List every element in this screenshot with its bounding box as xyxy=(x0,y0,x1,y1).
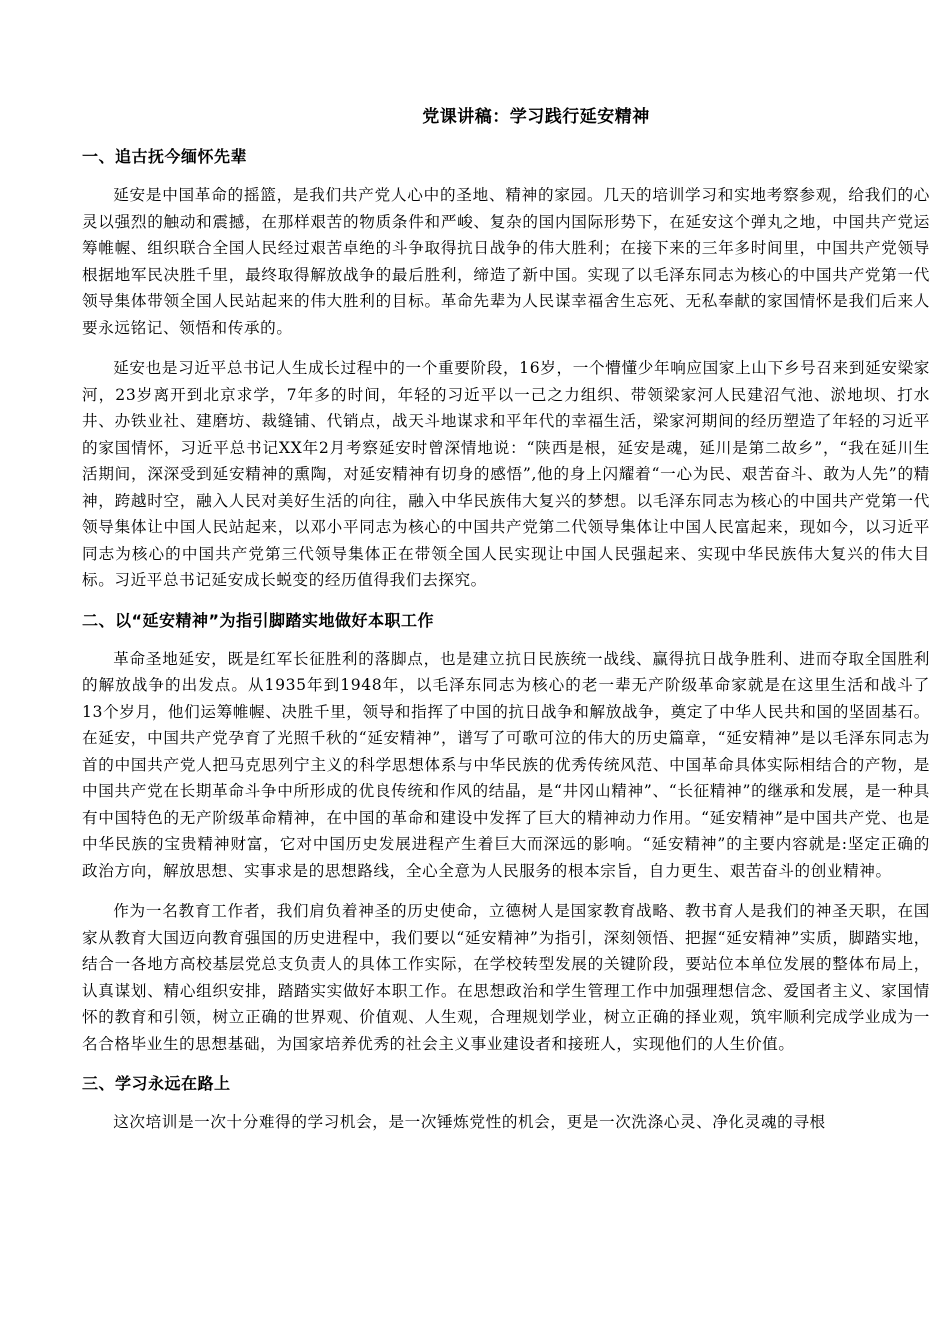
section-2 xyxy=(82,608,930,1058)
document-page xyxy=(82,104,930,1150)
paragraph: 作为一名教育工作者，我们肩负着神圣的历史使命，立德树人是国家教育战略、教书育人是我们的神圣天职，在国家从教育大国迈向教育强国的历史进程中，我们要以“延安精神”为指引，深刻领悟、把握“延安精神”实质，脚踏实地，结合一各地方高校基层党总支负责人的具体工作实际，在学校转型发展的关键阶段，要站位本单位发展的整体布局上，认真谋划、精心组织安排，踏踏实实做好本职工作。在思想政治和学生管理工作中加强理想信念、爱国者主义、家国情怀的教育和引领，树立正确的世界观、价值观、人生观，合理规划学业，树立正确的择业观，筑牢顺利完成学业成为一名合格毕业生的思想基础，为国家培养优秀的社会主义事业建设者和接班人，实现他们的人生价值。 xyxy=(82,902,930,1053)
section-heading: 二、以“延安精神”为指引脚踏实地做好本职工作 xyxy=(82,610,435,630)
section-1 xyxy=(82,144,930,594)
paragraph: 延安是中国革命的摇篮，是我们共产党人心中的圣地、精神的家园。几天的培训学习和实地考察参观，给我们的心灵以强烈的触动和震撼，在那样艰苦的物质条件和严峻、复杂的国内国际形势下，在延安这个弹丸之地，中国共产党运筹帷幄、组织联合全国人民经过艰苦卓绝的斗争取得抗日战争的伟大胜利；在接下来的三年多时间里，中国共产党领导根据地军民决胜千里，最终取得解放战争的最后胜利，缔造了新中国。实现了以毛泽东同志为核心的中国共产党第一代领导集体带领全国人民站起来的伟大胜利的目标。革命先辈为人民谋幸福舍生忘死、无私奉献的家国情怀是我们后来人要永远铭记、领悟和传承的。 xyxy=(82,186,930,337)
section-heading: 一、追古抚今缅怀先辈 xyxy=(82,147,248,166)
paragraph: 延安也是习近平总书记人生成长过程中的一个重要阶段，16岁，一个懵懂少年响应国家上山下乡号召来到延安梁家河，23岁离开到北京求学，7年多的时间，年轻的习近平以一己之力组织、带领梁家河人民建沼气池、淤地坝、打水井、办铁业社、建磨坊、裁缝铺、代销点，战天斗地谋求和平年代的幸福生活，梁家河期间的经历塑造了年轻的习近平的家国情怀，习近平总书记XX年2月考察延安时曾深情地说：“陕西是根，延安是魂，延川是第二故乡”，“我在延川生活期间，深深受到延安精神的熏陶，对延安精神有切身的感悟”,他的身上闪耀着“一心为民、艰苦奋斗、敢为人先”的精神，跨越时空，融入人民对美好生活的向往，融入中华民族伟大复兴的梦想。以毛泽东同志为核心的中国共产党第一代领导集体让中国人民站起来，以邓小平同志为核心的中国共产党第二代领导集体让中国人民富起来，现如今，以习近平同志为核心的中国共产党第三代领导集体正在带领全国人民实现让中国人民强起来、实现中华民族伟大复兴的伟大目标。习近平总书记延安成长蜕变的经历值得我们去探究。 xyxy=(82,359,930,589)
document-title: 党课讲稿：学习践行延安精神 xyxy=(422,107,650,127)
paragraph: 革命圣地延安，既是红军长征胜利的落脚点，也是建立抗日民族统一战线、赢得抗日战争胜利、进而夺取全国胜利的解放战争的出发点。从1935年到1948年，以毛泽东同志为核心的老一辈无产阶级革命家就是在这里生活和战斗了13个岁月，他们运筹帷幄、决胜千里，领导和指挥了中国的抗日战争和解放战争，奠定了中华人民共和国的坚固基石。在延安，中国共产党孕育了光照千秋的“延安精神”，谱写了可歌可泣的伟大的历史篇章，“延安精神”是以毛泽东同志为首的中国共产党人把马克思列宁主义的科学思想体系与中华民族的优秀传统风范、中国革命具体实际相结合的产物，是中国共产党在长期革命斗争中所形成的优良传统和作风的结晶，是“井冈山精神”、“长征精神”的继承和发展，是一种具有中国特色的无产阶级革命精神，在中国的革命和建设中发挥了巨大的精神动力作用。“延安精神”是中国共产党、也是中华民族的宝贵精神财富，它对中国历史发展进程产生着巨大而深远的影响。“延安精神”的主要内容就是:坚定正确的政治方向，解放思想、实事求是的思想路线，全心全意为人民服务的根本宗旨，自力更生、艰苦奋斗的创业精神。 xyxy=(82,649,930,880)
section-3 xyxy=(82,1071,930,1136)
section-heading: 三、学习永远在路上 xyxy=(82,1074,231,1093)
paragraph: 这次培训是一次十分难得的学习机会，是一次锤炼党性的机会，更是一次洗涤心灵、净化灵魂的寻根 xyxy=(113,1113,826,1131)
